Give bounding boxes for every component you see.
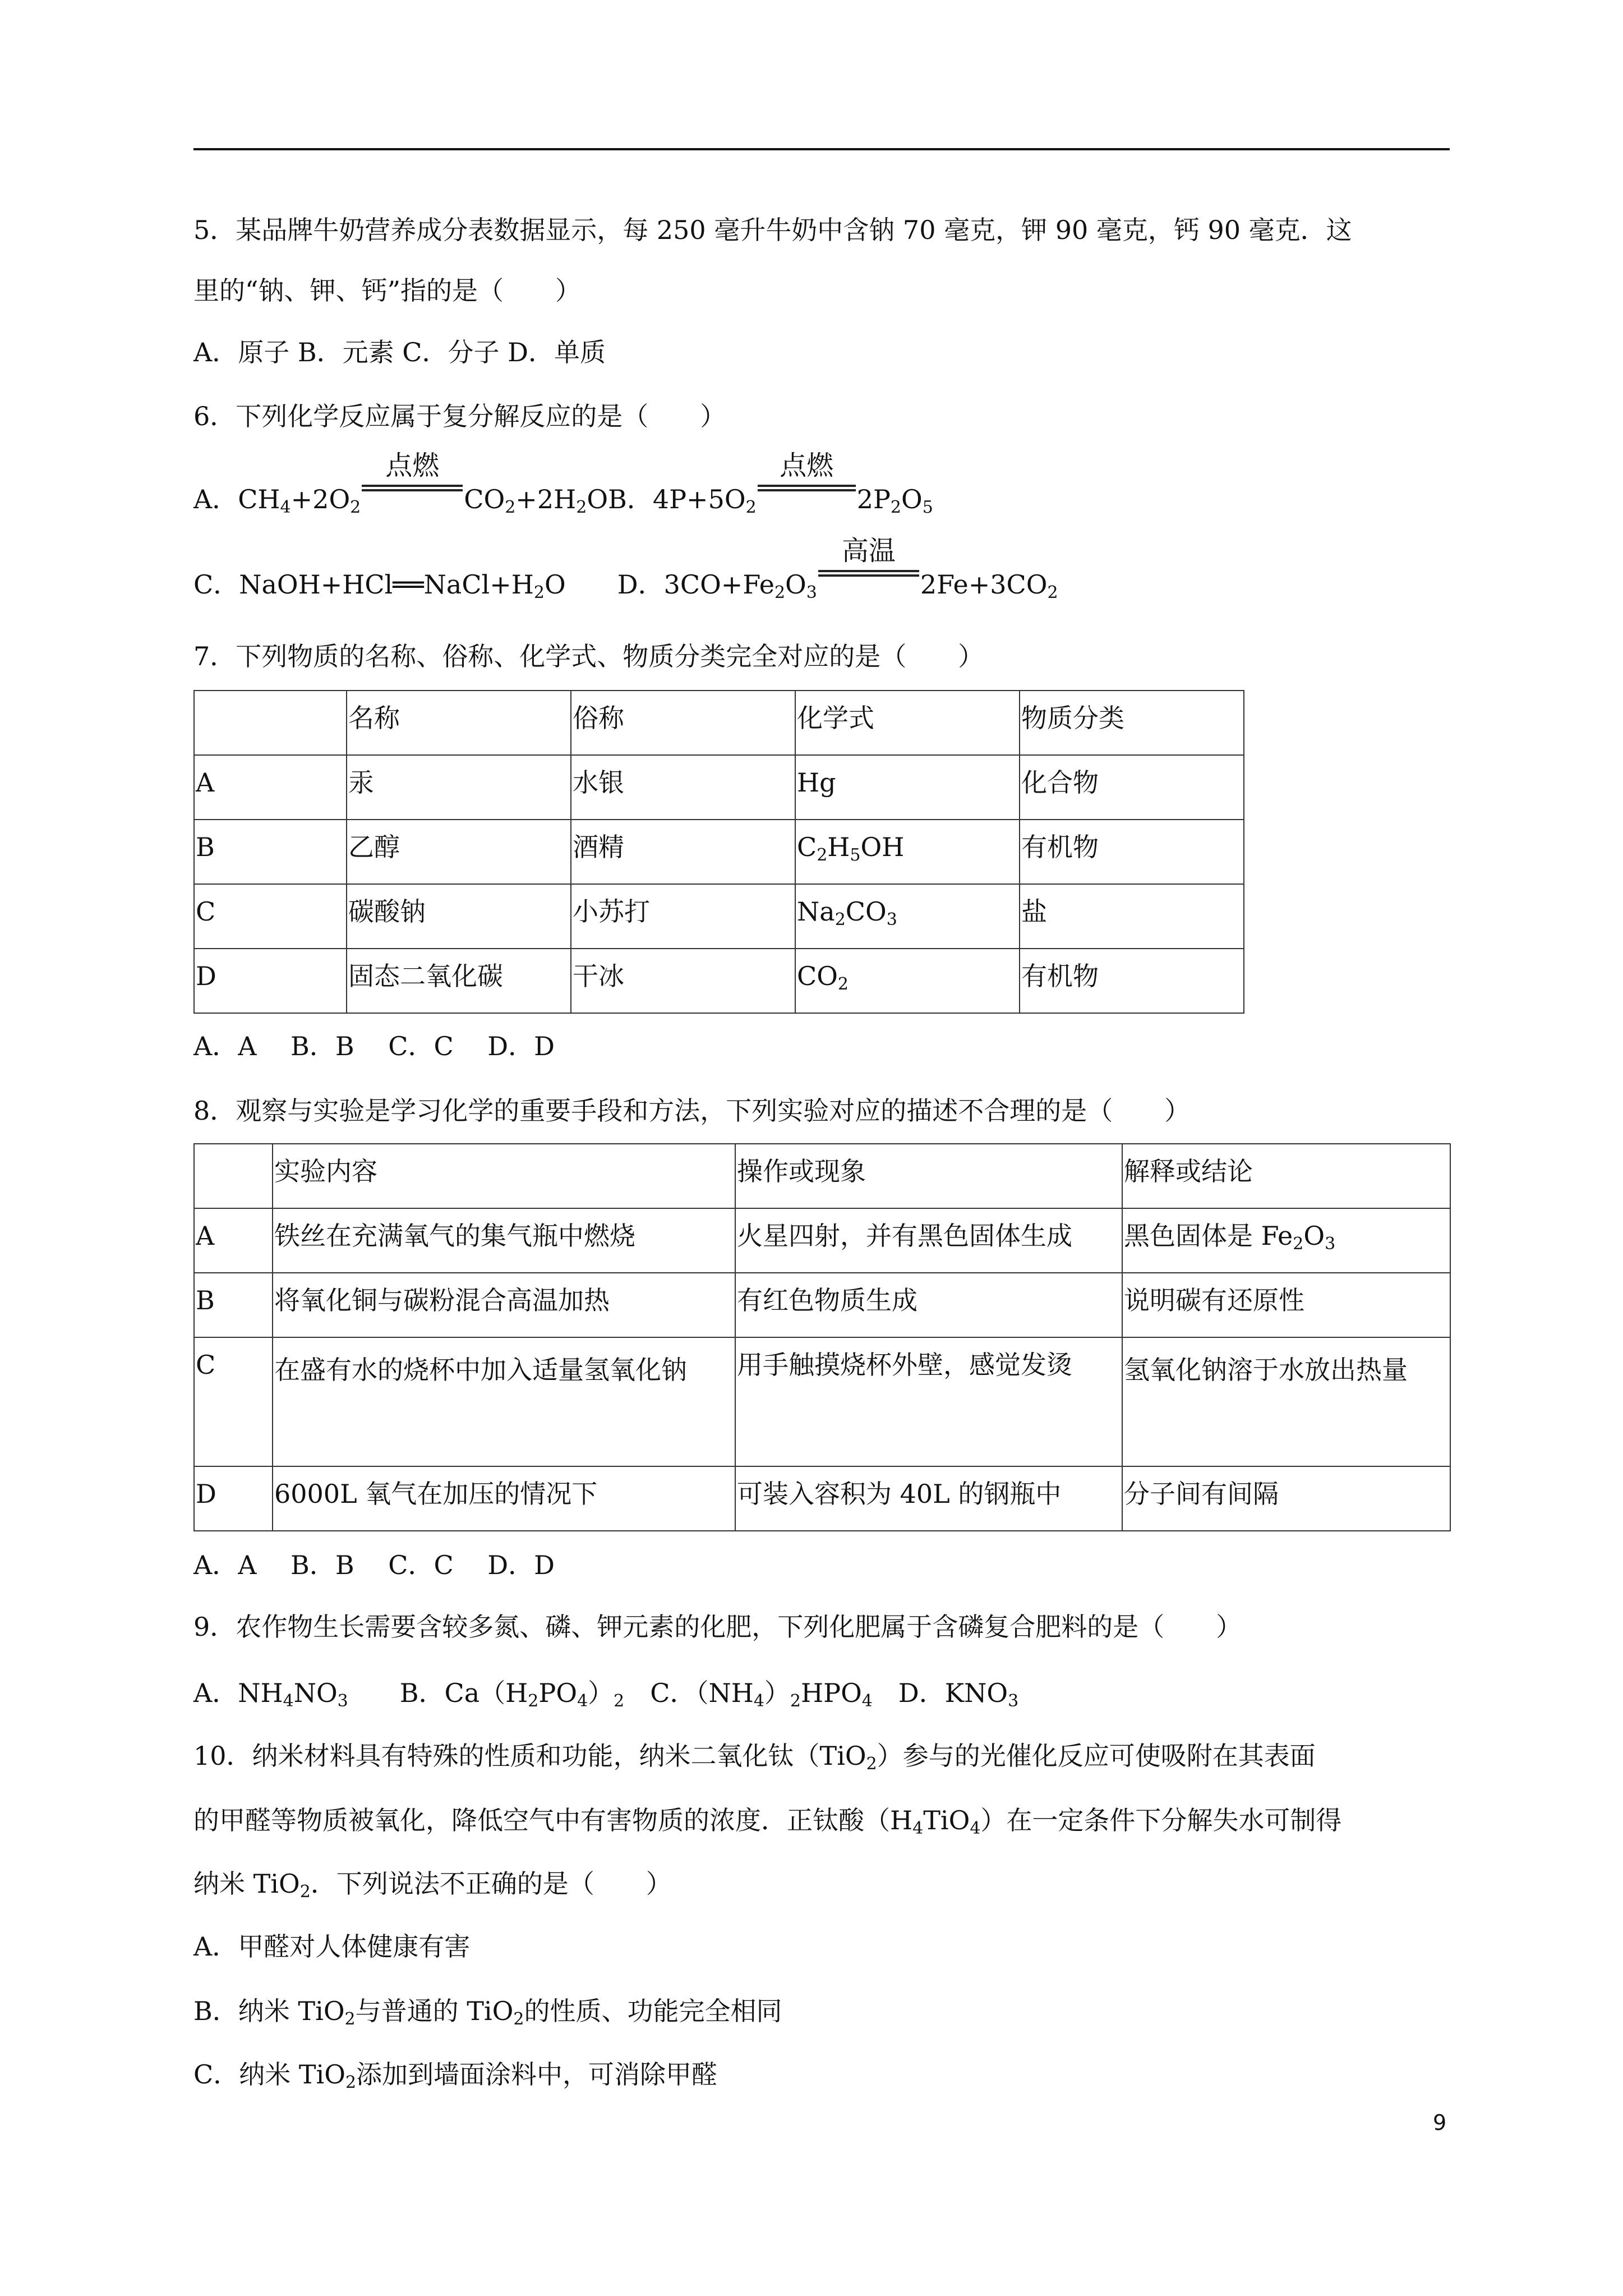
- common-name-cell: 干冰: [571, 949, 795, 1013]
- phenomenon-cell: 有红色物质生成: [735, 1273, 1122, 1337]
- high-temp-condition: 高温: [818, 567, 919, 600]
- conclusion-cell: 氢氧化钠溶于水放出热量: [1122, 1337, 1450, 1466]
- conclusion-cell: 分子间有间隔: [1122, 1466, 1450, 1531]
- content-cell: 在盛有水的烧杯中加入适量氢氧化钠: [273, 1337, 735, 1466]
- header-cell: [194, 1144, 273, 1208]
- common-name-cell: 小苏打: [571, 884, 795, 949]
- q10-option-c: C．纳米 TiO$_2$添加到墙面涂料中，可消除甲醛: [193, 2059, 718, 2092]
- table-row: [194, 1208, 1450, 1273]
- name-cell: 固态二氧化碳: [347, 949, 571, 1013]
- row-label: A: [194, 1208, 273, 1273]
- name-cell: 乙醇: [347, 820, 571, 884]
- row-label: B: [194, 820, 347, 884]
- q8-table: [193, 1143, 1451, 1531]
- q10-option-a: A．甲醛对人体健康有害: [193, 1931, 471, 1962]
- phenomenon-cell: 火星四射，并有黑色固体生成: [735, 1208, 1122, 1273]
- q6-option-c-text: C．NaOH+HCl══NaCl+H: [193, 569, 534, 600]
- table-row: [194, 1466, 1450, 1531]
- q6-stem: 6．下列化学反应属于复分解反应的是（ ）: [193, 401, 726, 431]
- category-cell: 有机物: [1020, 949, 1244, 1013]
- q5-stem-line2: 里的“钠、钾、钙”指的是（ ）: [193, 275, 582, 306]
- content-cell: 6000L 氧气在加压的情况下: [273, 1466, 735, 1531]
- table-row: [194, 1273, 1450, 1337]
- category-cell: 有机物: [1020, 820, 1244, 884]
- header-rule: [193, 148, 1450, 150]
- table-header-row: [194, 691, 1244, 755]
- formula-cell: $CO_2$: [795, 949, 1020, 1013]
- conclusion-cell: 说明碳有还原性: [1122, 1273, 1450, 1337]
- header-cell: 俗称: [571, 691, 795, 755]
- page-number: 9: [1433, 2110, 1447, 2135]
- q6-options-cd: C．$NaOH+HCl══NaCl+H_2O$ D．$3CO+Fe_2O_3$ 高温 $2Fe+3CO_2$: [193, 535, 1058, 602]
- row-label: A: [194, 755, 347, 820]
- category-cell: 化合物: [1020, 755, 1244, 820]
- q5-options: A．原子 B．元素 C．分子 D．单质: [193, 337, 606, 367]
- header-cell: [194, 691, 347, 755]
- category-cell: 盐: [1020, 884, 1244, 949]
- row-label: D: [194, 949, 347, 1013]
- common-name-cell: 水银: [571, 755, 795, 820]
- q10-line3: 纳米 TiO$_2$．下列说法不正确的是（ ）: [193, 1869, 672, 1902]
- q8-options: A．A B．B C．C D．D: [193, 1550, 555, 1580]
- formula-cell: Hg: [795, 755, 1020, 820]
- q9-stem: 9．农作物生长需要含较多氮、磷、钾元素的化肥，下列化肥属于含磷复合肥料的是（ ）: [193, 1612, 1242, 1642]
- header-cell: 名称: [347, 691, 571, 755]
- row-label: D: [194, 1466, 273, 1531]
- ignite-condition-a: 点燃: [362, 481, 463, 515]
- q9-options: A．$NH_4NO_3$ B．$Ca(H_2PO_4)_2$ C．$(NH_4)_2HPO_4$ D．$KNO_3$: [193, 1678, 1019, 1711]
- q6-options-ab: A．$CH_4+2O_2$ 点燃 $CO_2+2H_2OB$．$4P+5O_2$ 点燃 $2P_2O_5$: [193, 450, 933, 517]
- table-row: [194, 949, 1244, 1013]
- row-label: C: [194, 884, 347, 949]
- ignite-condition-b: 点燃: [758, 481, 856, 515]
- q6-option-b-label: B．: [608, 484, 653, 514]
- q7-options: A．A B．B C．C D．D: [193, 1031, 555, 1061]
- formula-cell: $C_2H_5OH$: [795, 820, 1020, 884]
- table-row: [194, 820, 1244, 884]
- phenomenon-cell: 用手触摸烧杯外壁，感觉发烫: [735, 1337, 1122, 1466]
- q10-line2: 的甲醛等物质被氧化，降低空气中有害物质的浓度．正钛酸$(H_4TiO_4)$在一定条件下分解失水可制得: [193, 1805, 1342, 1838]
- header-cell: 化学式: [795, 691, 1020, 755]
- table-row: [194, 755, 1244, 820]
- header-cell: 解释或结论: [1122, 1144, 1450, 1208]
- content-cell: 铁丝在充满氧气的集气瓶中燃烧: [273, 1208, 735, 1273]
- header-cell: 物质分类: [1020, 691, 1244, 755]
- row-label: B: [194, 1273, 273, 1337]
- q8-stem: 8．观察与实验是学习化学的重要手段和方法，下列实验对应的描述不合理的是（ ）: [193, 1096, 1191, 1126]
- name-cell: 碳酸钠: [347, 884, 571, 949]
- name-cell: 汞: [347, 755, 571, 820]
- q6-option-a-label: A．: [193, 484, 238, 514]
- q5-stem-line1: 5．某品牌牛奶营养成分表数据显示，每 250 毫升牛奶中含钠 70 毫克，钾 90 毫克，钙 90 毫克．这: [193, 215, 1352, 245]
- q7-stem: 7．下列物质的名称、俗称、化学式、物质分类完全对应的是（ ）: [193, 641, 984, 671]
- q10-line1: 10．纳米材料具有特殊的性质和功能，纳米二氧化钛（TiO$_2$）参与的光催化反应可使吸附在其表面: [193, 1741, 1316, 1774]
- table-header-row: [194, 1144, 1450, 1208]
- q7-table: [193, 690, 1244, 1014]
- header-cell: 操作或现象: [735, 1144, 1122, 1208]
- table-row: [194, 884, 1244, 949]
- row-label: C: [194, 1337, 273, 1466]
- q10-option-b: B．纳米 TiO$_2$与普通的 TiO$_2$的性质、功能完全相同: [193, 1996, 782, 2029]
- content-cell: 将氧化铜与碳粉混合高温加热: [273, 1273, 735, 1337]
- common-name-cell: 酒精: [571, 820, 795, 884]
- formula-cell: $Na_2CO_3$: [795, 884, 1020, 949]
- q6-option-d-label: D．: [617, 569, 664, 600]
- table-row: [194, 1337, 1450, 1466]
- header-cell: 实验内容: [273, 1144, 735, 1208]
- phenomenon-cell: 可装入容积为 40L 的钢瓶中: [735, 1466, 1122, 1531]
- conclusion-cell: 黑色固体是 $Fe_2O_3$: [1122, 1208, 1450, 1273]
